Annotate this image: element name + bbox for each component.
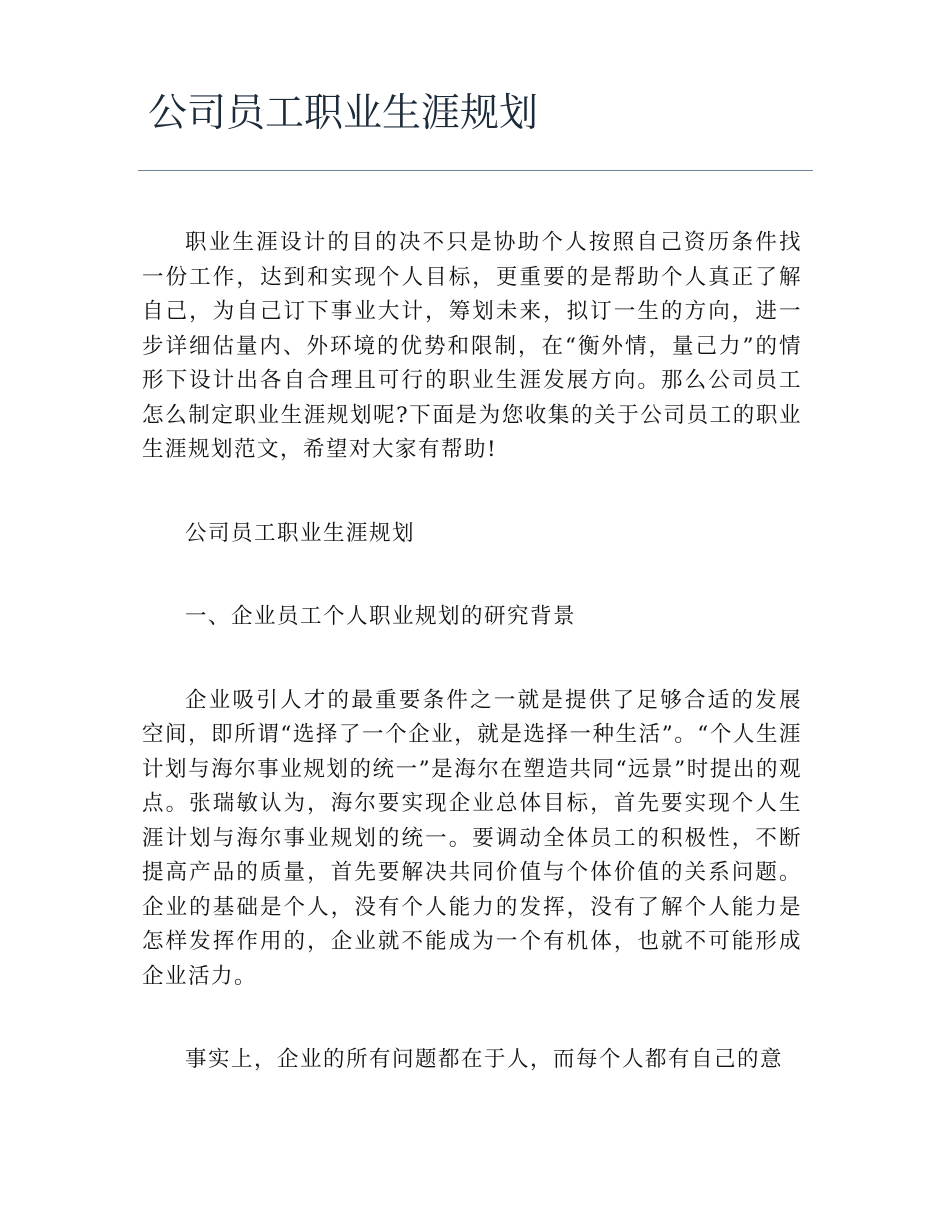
section-heading-background: 一、企业员工个人职业规划的研究背景 [185, 604, 577, 629]
document-title: 公司员工职业生涯规划 [148, 91, 539, 136]
paragraph-intro: 职业生涯设计的目的决不只是协助个人按照自己资历条件找一份工作，达到和实现个人目标，更重要的是帮助个人真正了解自己，为自己订下事业大计，筹划未来，拟订一生的方向，进一步详细估量内、外环境的优势和限制，在“衡外情，量己力”的情形下设计出各自合理且可行的职业生涯发展方向。那么公司员工怎么制定职业生涯规划呢?下面是为您收集的关于公司员工的职业生涯规划范文，希望对大家有帮助! [142, 230, 802, 462]
paragraph-fact: 事实上，企业的所有问题都在于人，而每个人都有自己的意 [185, 1047, 784, 1072]
paragraph-talent: 企业吸引人才的最重要条件之一就是提供了足够合适的发展空间，即所谓“选择了一个企业，就是选择一种生活”。“个人生涯计划与海尔事业规划的统一”是海尔在塑造共同“远景”时提出的观点。张瑞敏认为，海尔要实现企业总体目标，首先要实现个人生涯计划与海尔事业规划的统一。要调动全体员工的积极性，不断提高产品的质量，首先要解决共同价值与个体价值的关系问题。企业的基础是个人，没有个人能力的发挥，没有了解个人能力是怎样发挥作用的，企业就不能成为一个有机体，也就不可能形成企业活力。 [142, 687, 802, 989]
title-divider [138, 170, 813, 171]
paragraph-subtitle: 公司员工职业生涯规划 [185, 520, 416, 546]
document-body [142, 226, 802, 1078]
